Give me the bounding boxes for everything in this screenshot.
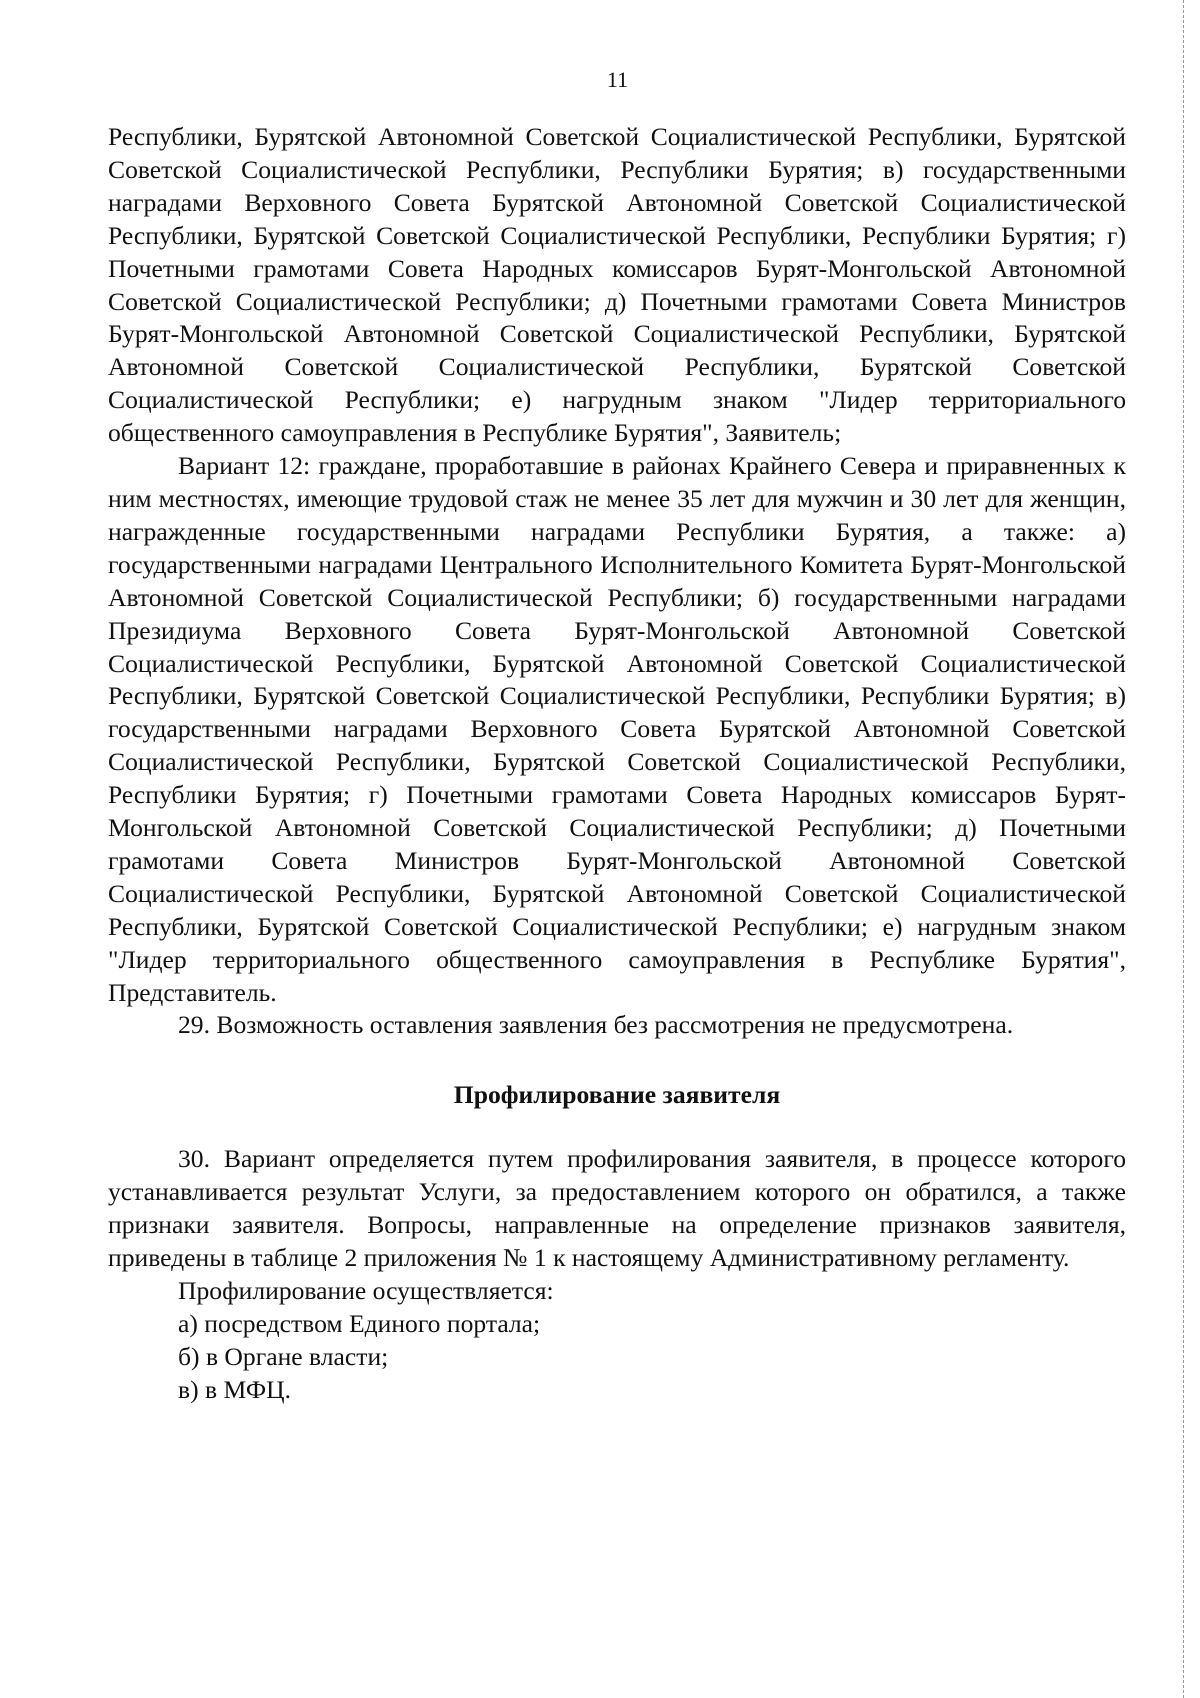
list-item-mfc: в) в МФЦ. — [178, 1374, 292, 1404]
paragraph-30: 30. Вариант определяется путем профилирования заявителя, в процессе которого устанавливается результат Услуги, за предоставлением которого он обратился, а также признаки заявителя. Вопросы, направленные на определение признаков заявителя, приведены в таблице 2 приложения № 1 к настоящему Административному регламенту. — [108, 1144, 1126, 1272]
list-item-portal: а) посредством Единого портала; — [178, 1308, 541, 1338]
scan-edge-line — [1183, 0, 1184, 1698]
document-body — [108, 121, 1126, 1407]
list-item-authority: б) в Органе власти; — [178, 1341, 389, 1371]
paragraph-29: 29. Возможность оставления заявления без рассмотрения не предусмотрена. — [178, 1010, 1014, 1040]
page-number: 11 — [606, 67, 629, 92]
paragraph-profiling-intro: Профилирование осуществляется: — [178, 1275, 554, 1305]
section-heading: Профилирование заявителя — [453, 1080, 781, 1110]
paragraph-variant-12: Вариант 12: граждане, проработавшие в районах Крайнего Севера и приравненных к ним местностях, имеющие трудовой стаж не менее 35 лет для мужчин и 30 лет для женщин, награжденные государственными наградами Республики Бурятия, а также: а) государственными наградами Центрального Исполнительного Комитета Бурят-Монгольской Автономной Советской Социалистической Республики; б) государственными наградами Президиума Верховного Совета Бурят-Монгольской Автономной Советской Социалистической Республики, Бурятской Автономной Советской Социалистической Республики, Бурятской Советской Социалистической Республики, Республики Бурятия; в) государственными наградами Верховного Совета Бурятской Автономной Советской Социалистической Республики, Бурятской Советской Социалистической Республики, Республики Бурятия; г) Почетными грамотами Совета Народных комиссаров Бурят-Монгольской Автономной Советской Социалистической Республики; д) Почетными грамотами Совета Министров Бурят-Монгольской Автономной Советской Социалистической Республики, Бурятской Автономной Советской Социалистической Республики, Бурятской Советской Социалистической Республики; е) нагрудным знаком "Лидер территориального общественного самоуправления в Республике Бурятия", Представитель. — [108, 451, 1126, 1007]
paragraph-continuation: Республики, Бурятской Автономной Советской Социалистической Республики, Бурятской Советской Социалистической Республики, Республики Бурятия; в) государственными наградами Верховного Совета Бурятской Автономной Советской Социалистической Республики, Бурятской Советской Социалистической Республики, Республики Бурятия; г) Почетными грамотами Совета Народных комиссаров Бурят-Монгольской Автономной Советской Социалистической Республики; д) Почетными грамотами Совета Министров Бурят-Монгольской Автономной Советской Социалистической Республики, Бурятской Автономной Советской Социалистической Республики, Бурятской Советской Социалистической Республики; е) нагрудным знаком "Лидер территориального общественного самоуправления в Республике Бурятия", Заявитель; — [108, 122, 1126, 448]
